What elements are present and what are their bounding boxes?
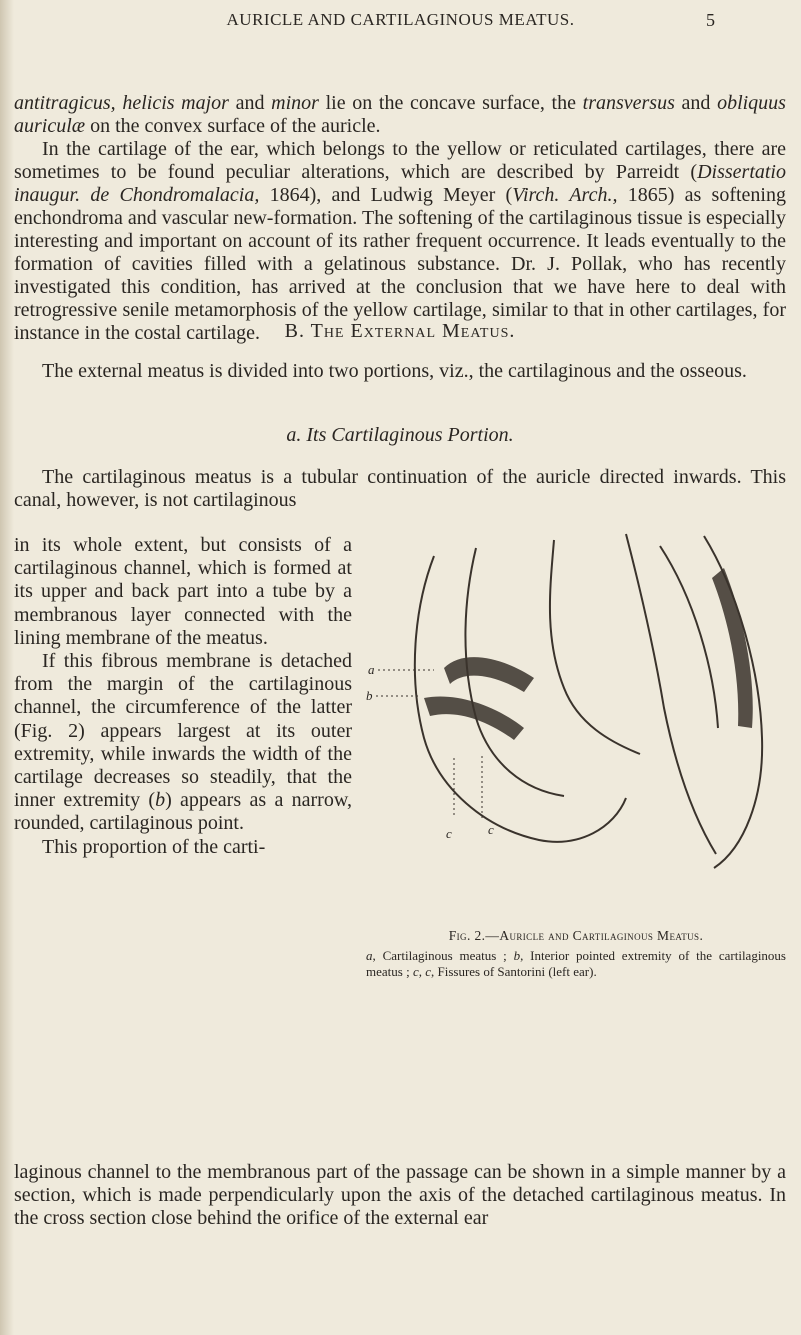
running-head <box>0 10 801 32</box>
text-block-2 <box>14 360 786 383</box>
running-head-title: AURICLE AND CARTILAGINOUS MEATUS. <box>226 10 575 29</box>
meatus-channel-lower <box>626 534 716 854</box>
paragraph-proportion-end: laginous channel to the membranous part of the passage can be shown in a simple manner by a section, which is made perpendicularly upon the axis of the detached cartilaginous meatus. In the cross section close behind the orifice of the external ear <box>14 1161 786 1229</box>
paragraph-fibrous: If this fibrous membrane is detached from the margin of the cartilaginous channel, the circumference of the latter (Fig. 2) appears largest at its outer extremity, while inwards the width of the cartilage decreases so steadily, that the inner extremity (b) appears as a narrow, rounded, cartilaginous point. <box>14 650 352 835</box>
figure-auricle-meatus <box>364 528 786 878</box>
paragraph-cartilage: In the cartilage of the ear, which belongs to the yellow or reticulated cartilages, there are sometimes to be found peculiar alterations, which are described by Parreidt (Dissertatio inaugur. de Chondromalacia, 1864), and Ludwig Meyer (Virch. Arch., 1865) as softening enchondroma and vascular new-formation. The softening of the cartilaginous tissue is especially interesting and important on account of its rather frequent occurrence. It leads eventually to the formation of cavities filled with a gelatinous substance. Dr. J. Pollak, who has recently investigated this condition, has arrived at the conclusion that we have here to deal with retrogressive senile metamorphosis of the yellow cartilage, similar to that in other cartilages, for instance in the costal cartilage. <box>14 138 786 344</box>
paragraph-tubular-full: The cartilaginous meatus is a tubular continuation of the auricle directed inwards. This canal, however, is not cartilaginous <box>14 466 786 511</box>
cartilage-shading-b <box>424 696 524 740</box>
figure-label-a: a <box>368 662 375 677</box>
narrow-text-column <box>14 534 352 859</box>
text-block-1 <box>14 92 786 345</box>
text-block-3 <box>14 466 786 512</box>
figure-label-c2: c <box>488 822 494 837</box>
figure-label-b: b <box>366 688 373 703</box>
page-binding-edge <box>0 0 14 1335</box>
cartilage-ridge <box>660 546 718 728</box>
cartilage-shading-a <box>444 657 534 692</box>
figure-caption-title: Fig. 2.—Auricle and Cartilaginous Meatus. <box>448 928 704 943</box>
subsection-heading-cartilaginous: a. Its Cartilaginous Portion. <box>286 424 514 446</box>
paragraph-muscles: antitragicus, helicis major and minor lie on the concave surface, the transversus and obliquus auriculæ on the convex surface of the auricle. <box>14 92 786 137</box>
figure-caption-body: a, Cartilaginous meatus ; b, Interior pointed extremity of the cartilaginous meatus ; c, c, Fissures of Santorini (left ear). <box>366 948 786 979</box>
paragraph-portions: The external meatus is divided into two portions, viz., the cartilaginous and the osseous. <box>42 360 747 382</box>
figure-label-c1: c <box>446 826 452 841</box>
cartilage-outer-edge <box>704 536 762 868</box>
paragraph-tubular-narrow: in its whole extent, but consists of a cartilaginous channel, which is formed at its upper and back part into a tube by a membranous layer connected with the lining membrane of the meatus. <box>14 534 352 649</box>
paragraph-proportion-start: This proportion of the carti- <box>42 835 266 858</box>
text-block-4 <box>14 1161 786 1230</box>
section-heading-external-meatus: B. The External Meatus. <box>284 320 516 342</box>
page-number: 5 <box>706 10 715 30</box>
figure-caption <box>366 928 786 980</box>
auricle-illustration <box>364 528 786 878</box>
cartilage-shading-c <box>712 568 753 728</box>
meatus-channel-upper <box>550 540 640 754</box>
